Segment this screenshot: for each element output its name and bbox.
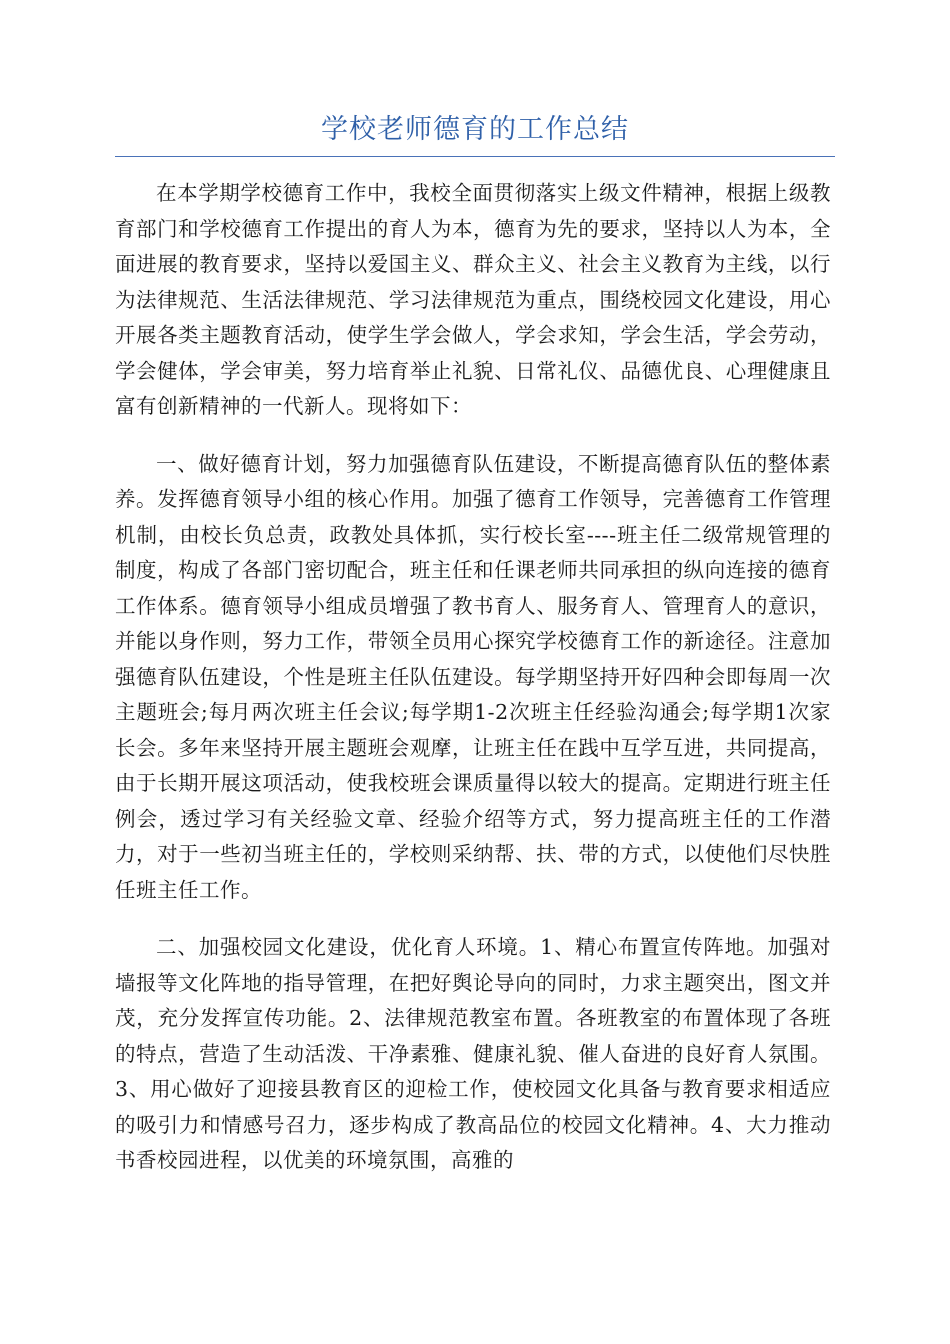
document-body (115, 176, 831, 1201)
paragraph-intro: 在本学期学校德育工作中，我校全面贯彻落实上级文件精神，根据上级教育部门和学校德育工作提出的育人为本，德育为先的要求，坚持以人为本，全面进展的教育要求，坚持以爱国主义、群众主义、社会主义教育为主线，以行为法律规范、生活法律规范、学习法律规范为重点，围绕校园文化建设，用心开展各类主题教育活动，使学生学会做人，学会求知，学会生活，学会劳动，学会健体，学会审美，努力培育举止礼貌、日常礼仪、品德优良、心理健康且富有创新精神的一代新人。现将如下： (115, 181, 831, 418)
title-block (115, 104, 835, 157)
paragraph-section-1: 一、做好德育计划，努力加强德育队伍建设，不断提高德育队伍的整体素养。发挥德育领导小组的核心作用。加强了德育工作领导，完善德育工作管理机制，由校长负总责，政教处具体抓，实行校长室----班主任二级常规管理的制度，构成了各部门密切配合，班主任和任课老师共同承担的纵向连接的德育工作体系。德育领导小组成员增强了教书育人、服务育人、管理育人的意识，并能以身作则，努力工作，带领全员用心探究学校德育工作的新途径。注意加强德育队伍建设，个性是班主任队伍建设。每学期坚持开好四种会即每周一次主题班会;每月两次班主任会议;每学期1-2次班主任经验沟通会;每学期1次家长会。多年来坚持开展主题班会观摩，让班主任在践中互学互进，共同提高，由于长期开展这项活动，使我校班会课质量得以较大的提高。定期进行班主任例会，透过学习有关经验文章、经验介绍等方式，努力提高班主任的工作潜力，对于一些初当班主任的，学校则采纳帮、扶、带的方式，以使他们尽快胜任班主任工作。 (115, 451, 831, 902)
document-title: 学校老师德育的工作总结 (321, 114, 629, 145)
paragraph-section-2: 二、加强校园文化建设，优化育人环境。1、精心布置宣传阵地。加强对墙报等文化阵地的指导管理，在把好舆论导向的同时，力求主题突出，图文并茂，充分发挥宣传功能。2、法律规范教室布置。各班教室的布置体现了各班的特点，营造了生动活泼、干净素雅、健康礼貌、催人奋进的良好育人氛围。3、用心做好了迎接县教育区的迎检工作，使校园文化具备与教育要求相适应的吸引力和情感号召力，逐步构成了教高品位的校园文化精神。4、大力推动书香校园进程，以优美的环境氛围，高雅的 (115, 935, 831, 1172)
